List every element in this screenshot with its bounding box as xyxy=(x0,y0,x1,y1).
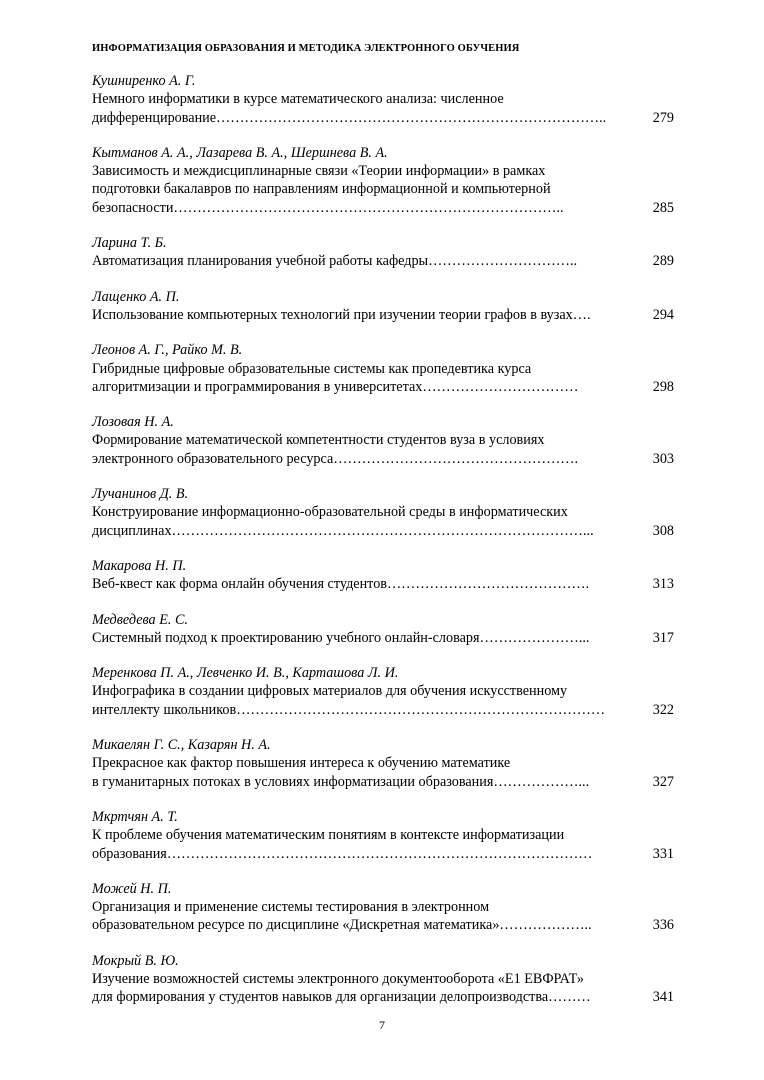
toc-entry[interactable] xyxy=(92,808,682,863)
toc-entry-title-line: интеллекту школьников…………………………………………………………………… xyxy=(92,701,606,718)
toc-entry[interactable] xyxy=(92,413,682,468)
toc-entry-title-line: К проблеме обучения математическим понятиям в контексте информатизации xyxy=(92,827,565,844)
toc-entry-title-line: Организация и применение системы тестирования в электронном xyxy=(92,899,490,916)
toc-entry[interactable] xyxy=(92,736,682,791)
toc-entry-author: Кытманов А. А., Лазарева В. А., Шершнева В. А. xyxy=(92,144,388,161)
toc-entry[interactable] xyxy=(92,341,682,396)
toc-entry-page-number: 285 xyxy=(652,199,674,216)
toc-entry-author: Микаелян Г. С., Казарян Н. А. xyxy=(92,737,271,754)
toc-entry-author: Лозовая Н. А. xyxy=(92,414,174,431)
toc-entry[interactable] xyxy=(92,611,682,648)
toc-entry-title-line: дисциплинах……………………………………………………………………………... xyxy=(92,522,594,539)
toc-entry-title-line: Использование компьютерных технологий при изучении теории графов в вузах…. xyxy=(92,306,591,323)
page-number: 7 xyxy=(379,1018,385,1032)
toc-entry-title-line: Системный подход к проектированию учебного онлайн-словаря…………………... xyxy=(92,629,590,646)
toc-entry-title-line: Прекрасное как фактор повышения интереса к обучению математике xyxy=(92,755,511,772)
toc-entry-title-line: Зависимость и междисциплинарные связи «Теории информации» в рамках xyxy=(92,163,546,180)
toc-entry-author: Мокрый В. Ю. xyxy=(92,952,179,969)
toc-entry-page-number: 289 xyxy=(652,253,674,270)
toc-entry-author: Ларина Т. Б. xyxy=(92,235,167,252)
toc-entry-page-number: 336 xyxy=(652,917,674,934)
toc-entry-page-number: 322 xyxy=(652,701,674,718)
toc-entry-title-line: Автоматизация планирования учебной работы кафедры………………………….. xyxy=(92,253,578,270)
table-of-contents xyxy=(92,72,682,1024)
toc-entry-title-line: дифференцирование……………………………………………………………………….. xyxy=(92,109,607,126)
toc-entry[interactable] xyxy=(92,144,682,217)
toc-entry-page-number: 341 xyxy=(652,989,674,1006)
toc-entry-page-number: 313 xyxy=(652,576,674,593)
running-header: ИНФОРМАТИЗАЦИЯ ОБРАЗОВАНИЯ И МЕТОДИКА ЭЛЕКТРОННОГО ОБУЧЕНИЯ xyxy=(92,43,520,54)
toc-entry-title-line: для формирования у студентов навыков для организации делопроизводства……… xyxy=(92,989,591,1006)
toc-entry-page-number: 303 xyxy=(652,450,674,467)
toc-entry-author: Макарова Н. П. xyxy=(92,557,187,574)
toc-entry-author: Леонов А. Г., Райко М. В. xyxy=(92,342,243,359)
toc-entry-title-line: образовательном ресурсе по дисциплине «Дискретная математика»……………….. xyxy=(92,917,592,934)
toc-entry[interactable] xyxy=(92,234,682,271)
toc-entry-title-line: Инфографика в создании цифровых материалов для обучения искусственному xyxy=(92,683,568,700)
toc-entry-page-number: 317 xyxy=(652,629,674,646)
toc-entry-author: Можей Н. П. xyxy=(92,880,172,897)
toc-entry-title-line: Гибридные цифровые образовательные системы как пропедевтика курса xyxy=(92,360,532,377)
toc-entry-title-line: Формирование математической компетентности студентов вуза в условиях xyxy=(92,432,545,449)
toc-entry-title-line: в гуманитарных потоках в условиях информатизации образования………………... xyxy=(92,773,590,790)
toc-entry[interactable] xyxy=(92,880,682,935)
toc-entry-page-number: 308 xyxy=(652,522,674,539)
toc-entry-page-number: 279 xyxy=(652,109,674,126)
toc-entry[interactable] xyxy=(92,485,682,540)
toc-entry-author: Лучанинов Д. В. xyxy=(92,486,189,503)
toc-entry-title-line: образования……………………………………………………………………………… xyxy=(92,845,593,862)
toc-entry-author: Мкртчян А. Т. xyxy=(92,808,178,825)
toc-entry-page-number: 327 xyxy=(652,773,674,790)
toc-entry-title-line: Изучение возможностей системы электронного документооборота «Е1 ЕВФРАТ» xyxy=(92,970,585,987)
toc-entry-title-line: безопасности……………………………………………………………………….. xyxy=(92,199,564,216)
toc-entry-title-line: электронного образовательного ресурса……………………………………………. xyxy=(92,450,579,467)
toc-entry-title-line: Конструирование информационно-образовательной среды в информатических xyxy=(92,504,568,521)
toc-entry[interactable] xyxy=(92,557,682,594)
toc-entry-author: Лащенко А. П. xyxy=(92,288,180,305)
toc-entry-title-line: Веб-квест как форма онлайн обучения студентов……………………………………. xyxy=(92,576,590,593)
toc-entry[interactable] xyxy=(92,72,682,127)
toc-entry[interactable] xyxy=(92,952,682,1007)
toc-entry-author: Кушниренко А. Г. xyxy=(92,73,196,89)
toc-entry-author: Меренкова П. А., Левченко И. В., Карташова Л. И. xyxy=(92,665,399,682)
toc-entry-title-line: алгоритмизации и программирования в университетах…………………………… xyxy=(92,378,579,395)
toc-entry[interactable] xyxy=(92,288,682,325)
toc-entry[interactable] xyxy=(92,664,682,719)
toc-entry-page-number: 331 xyxy=(652,845,674,862)
toc-entry-page-number: 298 xyxy=(652,378,674,395)
toc-entry-page-number: 294 xyxy=(652,306,674,323)
toc-entry-title-line: подготовки бакалавров по направлениям информационной и компьютерной xyxy=(92,181,551,198)
toc-entry-title-line: Немного информатики в курсе математического анализа: численное xyxy=(92,91,504,108)
toc-entry-author: Медведева Е. С. xyxy=(92,611,188,628)
